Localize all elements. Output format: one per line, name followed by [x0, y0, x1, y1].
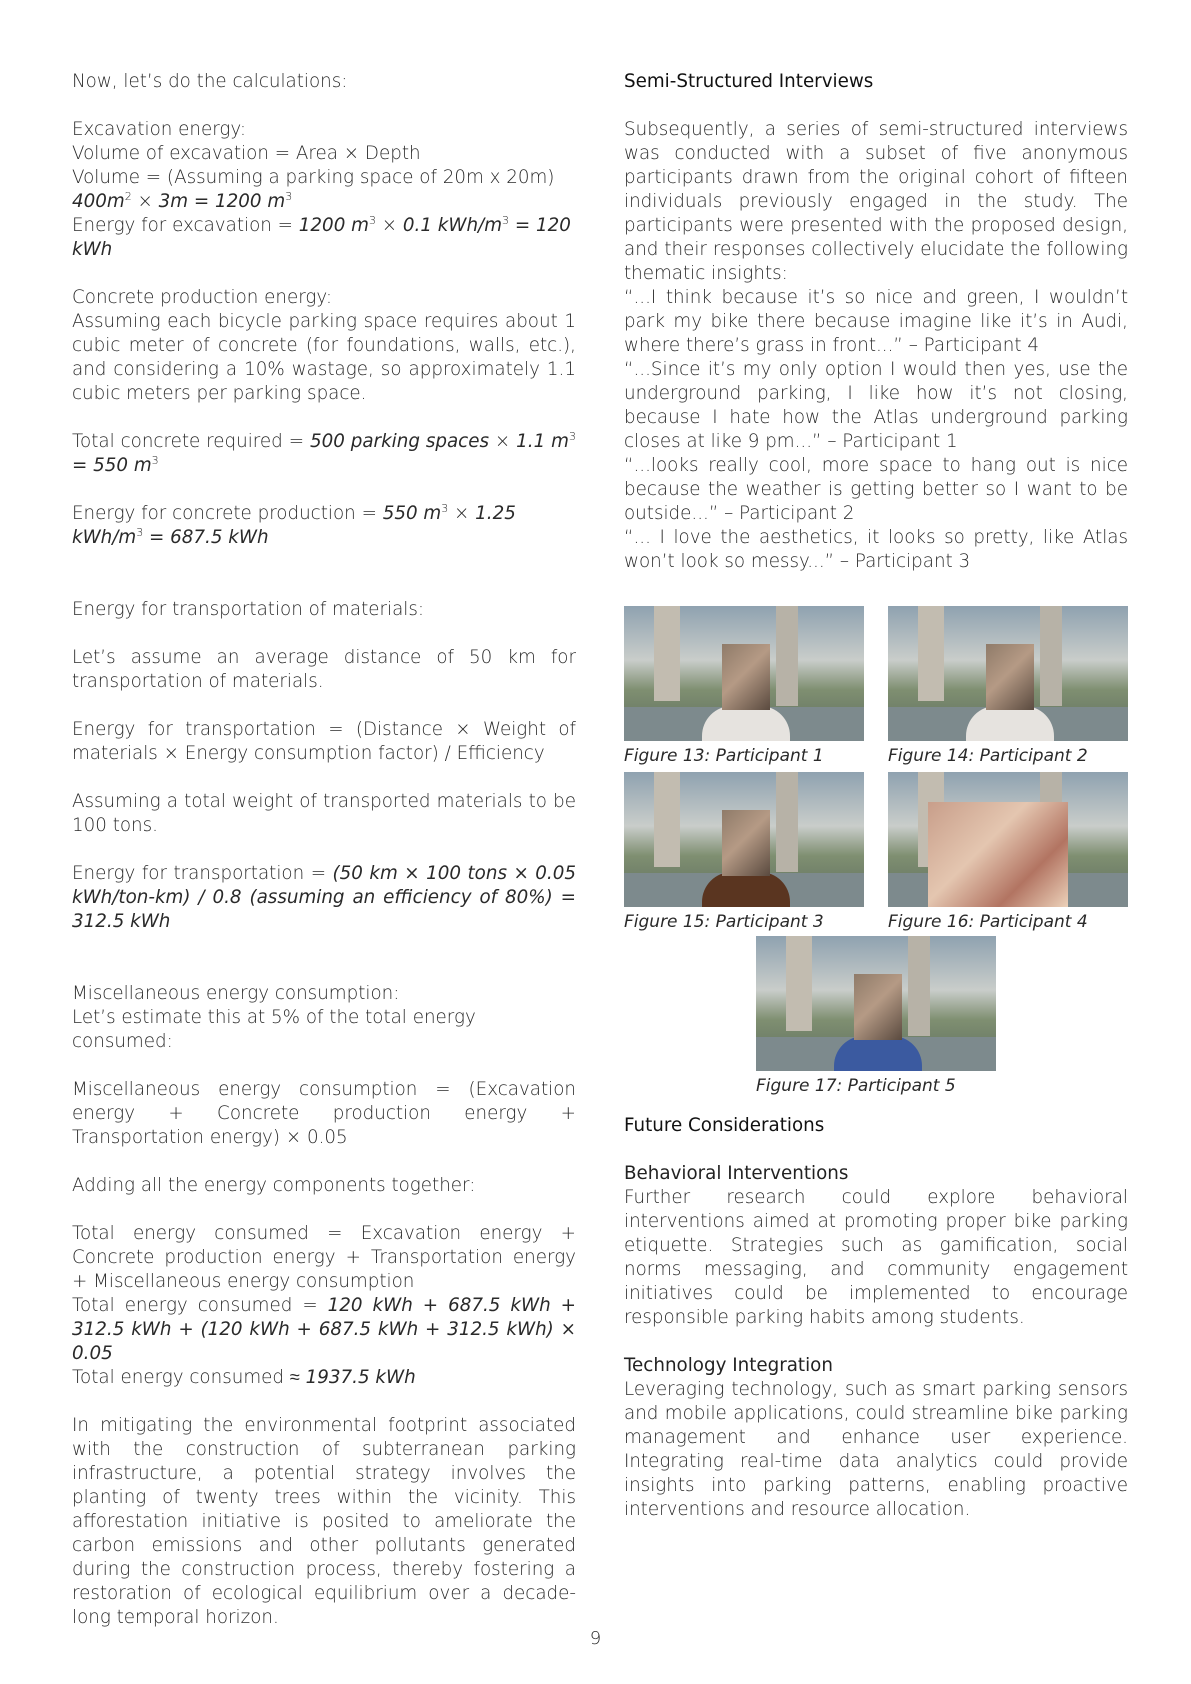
technology-body: Leveraging technology, such as smart parking sensors and mobile applications, could streamline bike parking management and enhance user experience. Integrating real-time data analytics could provide insights into parking patterns, enabling proactive interventions and resource allocation.: [624, 1379, 1128, 1520]
page-number: 9: [589, 1628, 602, 1649]
participant-photo: [888, 606, 1128, 741]
transport-weight: Assuming a total weight of transported materials to be 100 tons.: [72, 791, 576, 836]
figure-caption: Figure 15: Participant 3: [624, 912, 824, 932]
future-heading: Future Considerations: [624, 1115, 825, 1136]
total-calc: Total energy consumed = 120 kWh + 687.5 kWh + 312.5 kWh + (120 kWh + 687.5 kWh + 312.5 kWh) × 0.05: [72, 1295, 576, 1364]
interviews-heading: Semi-Structured Interviews: [624, 71, 874, 92]
excavation-volume-formula: Volume of excavation = Area × Depth: [72, 143, 421, 164]
concrete-assumption: Assuming each bicycle parking space requires about 1 cubic meter of concrete (for foundations, walls, etc.), and considering a 10% wastage, so approximately 1.1 cubic meters per parking space.: [72, 311, 576, 404]
excavation-energy-calc: Energy for excavation = 1200 $m^3 \times 0.1$ kWh/$m^3 = 120$ kWh: [72, 213, 571, 260]
technology-heading: Technology Integration: [624, 1355, 833, 1376]
mitigation-paragraph: In mitigating the environmental footprint associated with the construction of subterranean parking infrastructure, a potential strategy involves the planting of twenty trees within the vicinity. This afforestation initiative is posited to ameliorate the carbon emissions and other pollutants generated during the construction process, thereby fostering a restoration of ecological equilibrium over a decade-long temporal horizon.: [72, 1415, 576, 1628]
behavioral-body: Further research could explore behavioral interventions aimed at promoting proper bike parking etiquette. Strategies such as gamification, social norms messaging, and community engagement initiatives could be implemented to encourage responsible parking habits among students.: [624, 1187, 1128, 1328]
excavation-volume-calc: $400m^2 \times 3m = 1200$ $m^3$: [72, 189, 293, 212]
concrete-total: Total concrete required = 500 parking spaces × 1.1 $m^3 = 550$ $m^3$: [72, 429, 576, 476]
figure-caption: Figure 16: Participant 4: [888, 912, 1088, 932]
quote-participant-2: “...looks really cool, more space to hang out is nice because the weather is getting better so I want to be outside...” – Participant 2: [624, 455, 1128, 524]
left-column: [72, 70, 576, 1630]
figure-caption: Figure 17: Participant 5: [756, 1076, 956, 1096]
figure-participant-5: [756, 936, 996, 1097]
total-result: Total energy consumed ≈ 1937.5 kWh: [72, 1367, 416, 1388]
interviews-intro: Subsequently, a series of semi-structured interviews was conducted with a subset of five anonymous participants drawn from the original cohort of fifteen individuals previously engaged in the study. The participants were presented with the proposed design, and their responses collectively elucidate the following thematic insights:: [624, 119, 1128, 284]
figure-participant-2: [888, 606, 1128, 767]
concrete-production-energy: Energy for concrete production = 550 $m^3 \times 1.25$ kWh/$m^3 = 687.5$ kWh: [72, 501, 516, 548]
concrete-heading: Concrete production energy:: [72, 287, 333, 308]
figure-participant-1: [624, 606, 864, 767]
total-formula: Total energy consumed = Excavation energy + Concrete production energy + Transportation energy + Miscellaneous energy consumption: [72, 1223, 576, 1292]
transport-calc: Energy for transportation = (50 km × 100 tons × 0.05 kWh/ton-km) / 0.8 (assuming an efficiency of 80%) = 312.5 kWh: [72, 863, 576, 932]
participant-figures: [624, 606, 1128, 1094]
transport-heading: Energy for transportation of materials:: [72, 599, 425, 620]
calculations-intro: Now, let’s do the calculations:: [72, 71, 348, 92]
figure-caption: Figure 13: Participant 1: [624, 746, 824, 766]
right-column: [624, 70, 1128, 574]
figure-participant-3: [624, 772, 864, 933]
misc-formula: Miscellaneous energy consumption = (Excavation energy + Concrete production energy + Transportation energy) × 0.05: [72, 1079, 576, 1148]
behavioral-heading: Behavioral Interventions: [624, 1163, 849, 1184]
misc-heading: Miscellaneous energy consumption:: [72, 983, 400, 1004]
participant-photo: [756, 936, 996, 1071]
quote-participant-3: “... I love the aesthetics, it looks so pretty, like Atlas won’t look so messy...” – Participant 3: [624, 527, 1128, 572]
misc-estimate: Let’s estimate this at 5% of the total energy consumed:: [72, 1007, 476, 1052]
transport-assumption: Let’s assume an average distance of 50 km for transportation of materials.: [72, 647, 576, 692]
adding-components: Adding all the energy components together:: [72, 1175, 476, 1196]
quote-participant-1: “...Since it’s my only option I would then yes, use the underground parking, I like how it’s not closing, because I hate how the Atlas underground parking closes at like 9 pm...” – Participant 1: [624, 359, 1128, 452]
figure-caption: Figure 14: Participant 2: [888, 746, 1088, 766]
excavation-volume-assumption: Volume = (Assuming a parking space of 20m x 20m): [72, 167, 555, 188]
quote-participant-4: “...I think because it’s so nice and green, I wouldn’t park my bike there because imagine like it’s in Audi, where there’s grass in front...” – Participant 4: [624, 287, 1128, 356]
participant-photo: [624, 772, 864, 907]
participant-photo: [888, 772, 1128, 907]
figure-participant-4: [888, 772, 1128, 933]
participant-photo: [624, 606, 864, 741]
transport-formula: Energy for transportation = (Distance × Weight of materials × Energy consumption factor) / Efficiency: [72, 719, 576, 764]
excavation-heading: Excavation energy:: [72, 119, 247, 140]
future-section: [624, 1114, 1128, 1522]
